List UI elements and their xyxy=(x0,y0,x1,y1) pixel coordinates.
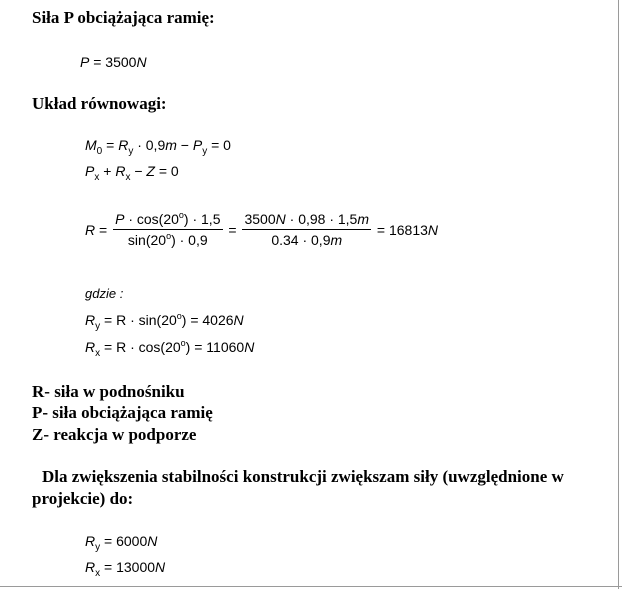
equation-Ry: $R_y = R \cdot \sin(20^o) = 4026N$ xyxy=(85,311,244,332)
page-border-bottom xyxy=(0,586,622,587)
legend-R: R- siła w podnośniku xyxy=(32,382,185,401)
heading-force: Siła P obciążająca ramię: xyxy=(32,8,215,27)
where-label: gdzie : xyxy=(85,286,124,301)
equation-Rx: $R_x = R \cdot \cos(20^o) = 11060N$ xyxy=(85,338,255,359)
stability-paragraph: Dla zwiększenia stabilności konstrukcji zwiększam siły (uwzględnione w projekcie) do: xyxy=(32,467,564,508)
equation-resultant: R = $\frac{P \cdot \cos(20^o) \cdot 1,5}{\sin(20^o) \cdot 0,9}$ = $\frac{3500N \cdot 0,98 \cdot 1,5m}{0.34 \cdot 0,9m}$ = 16813 N xyxy=(85,210,439,248)
equation-Ry-final: $R_y = 6000N$ xyxy=(85,533,158,553)
page-border-right xyxy=(618,0,619,589)
equation-P: P = 3500N xyxy=(80,54,147,70)
legend-P: P- siła obciążająca ramię xyxy=(32,403,213,422)
equation-Rx-final: $R_x = 13000N$ xyxy=(85,559,166,579)
equation-horizontal: $P_x + R_x - Z = 0$ xyxy=(85,163,179,183)
legend-Z: Z- reakcja w podporze xyxy=(32,425,197,444)
heading-balance: Układ równowagi: xyxy=(32,94,167,113)
equation-moment: $M_0 = R_y \cdot 0,9m - P_y = 0$ xyxy=(85,137,231,157)
